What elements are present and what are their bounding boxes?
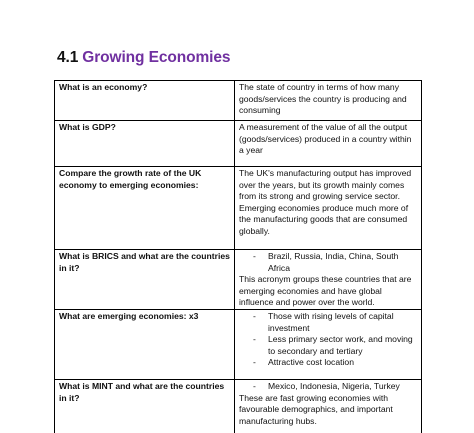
question-cell bbox=[55, 167, 235, 250]
question-cell bbox=[55, 81, 235, 121]
question-cell bbox=[55, 121, 235, 167]
answer-cell bbox=[235, 167, 422, 250]
answer-text: The state of country in terms of how many goods/services the country is producing and consuming bbox=[239, 82, 407, 116]
list-item: - Attractive cost location bbox=[239, 357, 418, 369]
answer-text: Emerging economies produce much more of the manufacturing goods that are consumed globally. bbox=[239, 202, 409, 236]
list-item: - Brazil, Russia, India, China, South Africa bbox=[239, 251, 418, 274]
question-cell bbox=[55, 309, 235, 379]
section-title: Growing Economies bbox=[82, 49, 231, 66]
question-text: What is BRICS and what are the countries in it? bbox=[59, 251, 230, 273]
bullet-list bbox=[239, 251, 418, 274]
section-number: 4.1 bbox=[57, 49, 79, 66]
question-text: What is GDP? bbox=[59, 122, 116, 132]
answer-cell bbox=[235, 121, 422, 167]
question-text: Compare the growth rate of the UK economy to emerging economies: bbox=[59, 168, 202, 190]
table-row bbox=[55, 167, 422, 250]
answer-text: A measurement of the value of all the output (goods/services) produced in a country within a year bbox=[239, 122, 412, 156]
list-item: - Less primary sector work, and moving to secondary and tertiary bbox=[239, 334, 418, 357]
answer-cell bbox=[235, 81, 422, 121]
question-answer-table bbox=[54, 80, 422, 433]
question-cell bbox=[55, 379, 235, 433]
list-item: - Those with rising levels of capital investment bbox=[239, 311, 418, 334]
question-text: What is MINT and what are the countries in it? bbox=[59, 380, 225, 403]
question-cell bbox=[55, 250, 235, 310]
list-item: - Mexico, Indonesia, Nigeria, Turkey bbox=[239, 381, 418, 393]
answer-text: The UK's manufacturing output has improved over the years, but its growth mainly comes from its strong and growing service sector. bbox=[239, 168, 412, 202]
bullet-list bbox=[239, 311, 418, 369]
answer-text: These are fast growing economies with favourable demographics, and important manufacturing hubs. bbox=[239, 392, 393, 426]
table-row bbox=[55, 379, 422, 433]
question-text: What are emerging economies: x3 bbox=[59, 310, 199, 321]
table-row bbox=[55, 250, 422, 310]
answer-cell bbox=[235, 379, 422, 433]
answer-text: This acronym groups these countries that are emerging economies and have global influence and power over the world. bbox=[239, 274, 412, 308]
table-row bbox=[55, 121, 422, 167]
question-text: What is an economy? bbox=[59, 82, 148, 92]
table-row bbox=[55, 309, 422, 379]
bullet-list bbox=[239, 381, 418, 393]
answer-cell bbox=[235, 309, 422, 379]
table-row bbox=[55, 81, 422, 121]
section-heading bbox=[57, 49, 230, 67]
answer-cell bbox=[235, 250, 422, 310]
